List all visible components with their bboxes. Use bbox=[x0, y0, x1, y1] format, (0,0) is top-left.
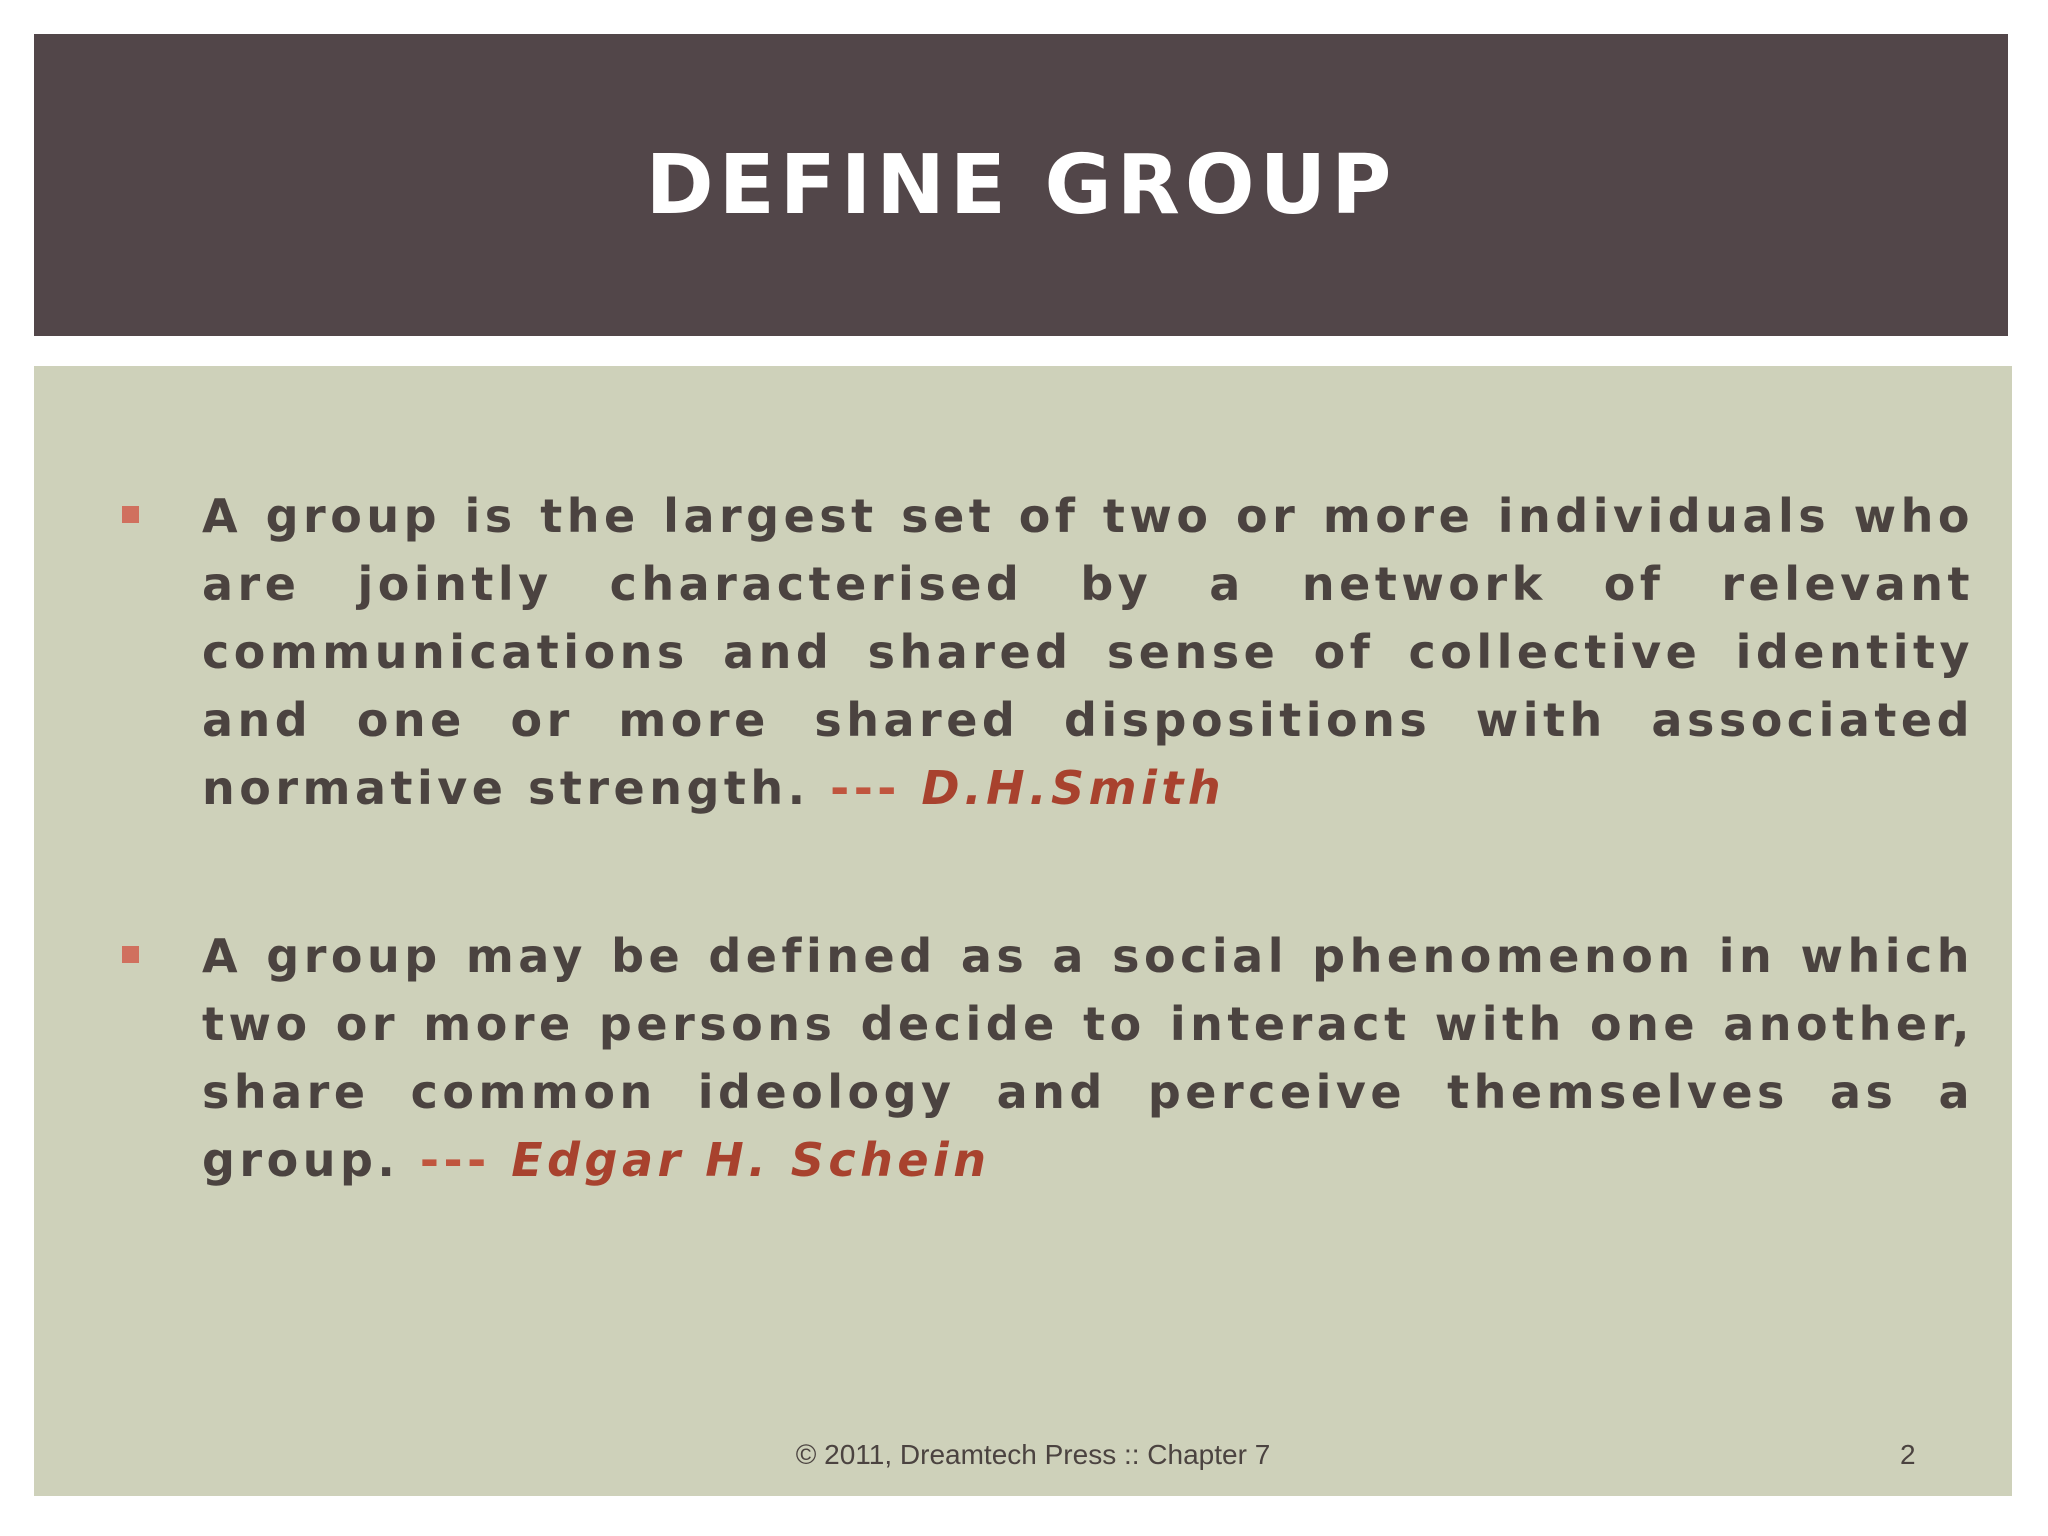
content-panel bbox=[34, 366, 2012, 1496]
attribution-dash: --- bbox=[830, 761, 901, 815]
square-bullet-icon bbox=[122, 946, 139, 963]
page-number: 2 bbox=[1900, 1439, 1916, 1470]
author-name: D.H.Smith bbox=[921, 761, 1226, 815]
bullet-item bbox=[122, 922, 1974, 1194]
footer-copyright: © 2011, Dreamtech Press :: Chapter 7 bbox=[795, 1439, 1271, 1470]
definition-text: A group is the largest set of two or more individuals who are jointly characterised by a network of relevant communications and shared sense of collective identity and one or more shared dispositions with associated normative strength. bbox=[202, 489, 1974, 815]
slide-title: DEFINE GROUP bbox=[645, 137, 1397, 233]
bullet-list bbox=[122, 482, 1974, 1294]
bullet-text bbox=[202, 482, 1974, 822]
bullet-item bbox=[122, 482, 1974, 822]
title-bar bbox=[34, 34, 2008, 336]
attribution-dash: --- bbox=[419, 1133, 491, 1187]
square-bullet-icon bbox=[122, 506, 139, 523]
bullet-text bbox=[202, 922, 1974, 1194]
author-name: Edgar H. Schein bbox=[511, 1133, 991, 1187]
definition-text: A group may be defined as a social phenomenon in which two or more persons decide to interact with one another, share common ideology and perceive themselves as a group. bbox=[202, 929, 1974, 1187]
